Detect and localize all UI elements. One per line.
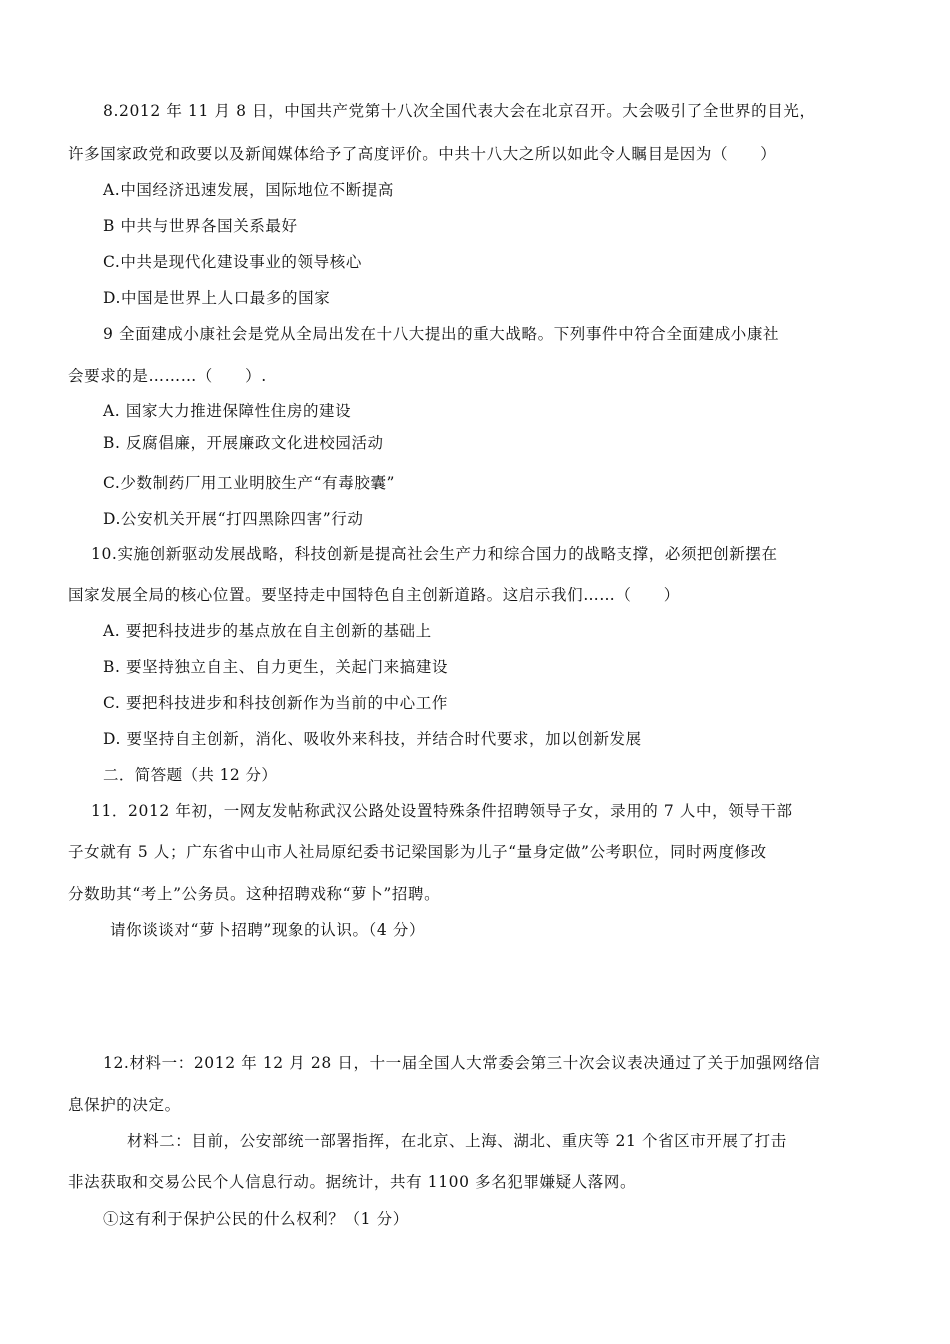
q10-option-b: B. 要坚持独立自主、自力更生，关起门来搞建设 [103, 658, 449, 676]
q10-stem-line2: 国家发展全局的核心位置。要坚持走中国特色自主创新道路。这启示我们……（ ） [68, 586, 680, 604]
q12-material2-line2: 非法获取和交易公民个人信息行动。据统计，共有 1100 多名犯罪嫌疑人落网。 [68, 1173, 637, 1191]
q9-option-d: D.公安机关开展“打四黑除四害”行动 [103, 510, 364, 528]
q10-option-a: A. 要把科技进步的基点放在自主创新的基础上 [103, 622, 432, 640]
q11-question: 请你谈谈对“萝卜招聘”现象的认识。（4 分） [110, 921, 426, 939]
q9-option-c: C.少数制药厂用工业明胶生产“有毒胶囊” [103, 474, 396, 492]
q8-option-c: C.中共是现代化建设事业的领导核心 [103, 253, 362, 271]
q10-stem-line1: 10.实施创新驱动发展战略，科技创新是提高社会生产力和综合国力的战略支撑，必须把创新摆在 [91, 545, 778, 563]
q12-material1-line1: 12.材料一：2012 年 12 月 28 日，十一届全国人大常委会第三十次会议表决通过了关于加强网络信 [103, 1054, 821, 1072]
q12-subquestion-1: ①这有利于保护公民的什么权利？（1 分） [103, 1210, 409, 1228]
q11-line3: 分数助其“考上”公务员。这种招聘戏称“萝卜”招聘。 [68, 885, 441, 903]
q8-option-a: A.中国经济迅速发展，国际地位不断提高 [103, 181, 395, 199]
q10-option-d: D. 要坚持自主创新，消化、吸收外来科技，并结合时代要求，加以创新发展 [103, 730, 642, 748]
q11-line2: 子女就有 5 人；广东省中山市人社局原纪委书记梁国影为儿子“量身定做”公考职位，同时两度修改 [68, 843, 767, 861]
q9-option-b: B. 反腐倡廉，开展廉政文化进校园活动 [103, 434, 384, 452]
q8-stem-line1: 8.2012 年 11 月 8 日，中国共产党第十八次全国代表大会在北京召开。大会吸引了全世界的目光， [103, 102, 816, 120]
section-heading-short-answer: 二．简答题（共 12 分） [103, 766, 278, 784]
q10-option-c: C. 要把科技进步和科技创新作为当前的中心工作 [103, 694, 448, 712]
q8-option-b: B 中共与世界各国关系最好 [103, 217, 298, 235]
q8-stem-line2: 许多国家政党和政要以及新闻媒体给予了高度评价。中共十八大之所以如此令人瞩目是因为（ ） [68, 145, 777, 163]
q12-material2-line1: 材料二：目前，公安部统一部署指挥，在北京、上海、湖北、重庆等 21 个省区市开展了打击 [127, 1132, 787, 1150]
q9-stem-line2: 会要求的是………（ ）. [68, 367, 267, 385]
q9-option-a: A. 国家大力推进保障性住房的建设 [103, 402, 352, 420]
q11-line1: 11．2012 年初，一网友发帖称武汉公路处设置特殊条件招聘领导子女，录用的 7 人中，领导干部 [91, 802, 793, 820]
q8-option-d: D.中国是世界上人口最多的国家 [103, 289, 331, 307]
q9-stem-line1: 9 全面建成小康社会是党从全局出发在十八大提出的重大战略。下列事件中符合全面建成小康社 [103, 325, 780, 343]
q12-material1-line2: 息保护的决定。 [68, 1096, 181, 1114]
